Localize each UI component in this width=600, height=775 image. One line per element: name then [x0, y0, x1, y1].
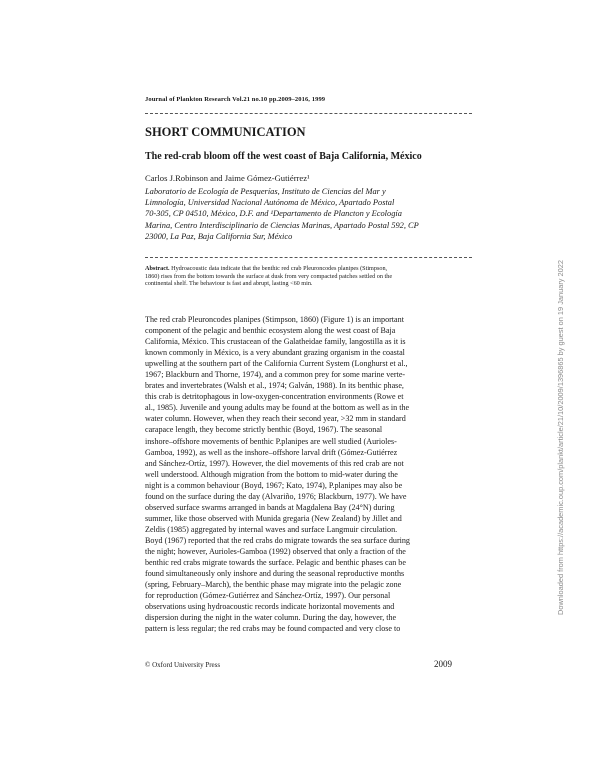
body-line: dispersion during the night in the water column. During the day, however, the — [145, 613, 397, 623]
body-line: al., 1985). Juvenile and young adults may be found at the bottom as well as in the — [145, 403, 410, 413]
body-line: night is a common behaviour (Boyd, 1967; Kato, 1974), P.planipes may also be — [145, 480, 403, 490]
body-line: summer, like those observed with Munida gregaria (New Zealand) by Jillet and — [145, 513, 402, 523]
body-line: The red crab Pleuroncodes planipes (Stimpson, 1860) (Figure 1) is an important — [145, 315, 404, 324]
author-list: Carlos J.Robinson and Jaime Gómez-Gutiérrez¹ — [145, 173, 310, 183]
download-watermark: Downloaded from https://academic.oup.com/plankt/article/21/10/2009/1396865 by guest on 19 January 2022 — [556, 260, 565, 615]
section-heading: SHORT COMMUNICATION — [145, 125, 306, 139]
body-line: the night; however, Aurioles-Gamboa (1992) observed that only a fraction of the — [145, 546, 406, 556]
journal-citation: Journal of Plankton Research Vol.21 no.10 pp.2009–2016, 1999 — [145, 96, 326, 103]
body-line: Gamboa, 1992), as well as the inshore–offshore larval drift (Gómez-Gutiérrez — [145, 447, 398, 457]
affiliation-line: Limnología, Universidad Nacional Autónoma de México, Apartado Postal — [145, 198, 395, 208]
abstract-label: Abstract. — [145, 265, 170, 272]
body-line: found on the surface during the day (Alvariño, 1976; Blackburn, 1977). We have — [145, 491, 407, 501]
body-line: benthic red crabs migrate towards the surface. Pelagic and benthic phases can be — [145, 558, 406, 568]
affiliation-line: 23000, La Paz, Baja California Sur, México — [145, 231, 293, 241]
body-line: 1967; Blackburn and Thorne, 1974), and a common prey for some marine verte- — [145, 370, 406, 380]
abstract-line: continental shelf. The behaviour is fast and abrupt, lasting <60 min. — [145, 280, 313, 288]
publisher-notice: © Oxford University Press — [145, 661, 221, 669]
abstract-line-text: Hydroacoustic data indicate that the benthic red crab Pleuroncodes planipes (Stimpson, — [171, 265, 388, 272]
body-text — [145, 314, 472, 634]
body-line: pattern is less regular; the red crabs may be found compacted and very close to — [145, 624, 401, 634]
body-line: observations using hydroacoustic records indicate horizontal movements and — [145, 602, 395, 612]
body-line: for reproduction (Gómez-Gutiérrez and Sánchez-Ortíz, 1997). Our personal — [145, 591, 391, 601]
body-line: well understood. Although migration from the bottom to mid-water during the — [145, 469, 398, 479]
body-line: water column. However, when they reach their second year, >32 mm in standard — [145, 414, 406, 424]
affiliation-line: 70-305, CP 04510, México, D.F. and ¹Departamento de Plancton y Ecología — [145, 209, 402, 219]
affiliations — [145, 186, 475, 242]
abstract — [145, 265, 472, 288]
body-line: and Sánchez-Ortíz, 1997). However, the diel movements of this red crab are not — [145, 458, 404, 468]
abstract-line: 1860) rises from the bottom towards the surface at dusk from very compacted patches settled on the — [145, 272, 393, 280]
abstract-rule — [145, 257, 472, 258]
body-line: known commonly in México, is a very abundant grazing organism in the coastal — [145, 348, 405, 358]
body-line: observed surface swarms arranged in bands at Magdalena Bay (24°N) during — [145, 502, 395, 512]
body-line: Boyd (1967) reported that the red crabs do migrate towards the sea surface during — [145, 535, 410, 545]
body-line: brates and invertebrates (Walsh et al., 1974; Galván, 1988). In its benthic phase, — [145, 381, 404, 391]
body-line: California, México. This crustacean of the Galatheidae family, langostilla as it is — [145, 337, 406, 347]
body-line: Zeldis (1985) aggregated by internal waves and surface Langmuir circulation. — [145, 524, 398, 534]
article-title: The red-crab bloom off the west coast of Baja California, México — [145, 151, 422, 162]
body-line: found simultaneously only inshore and during the seasonal reproductive months — [145, 569, 405, 579]
body-line: this crab is detritophagous in low-oxygen-concentration environments (Rowe et — [145, 392, 404, 402]
body-line: upwelling at the southern part of the California Current System (Longhurst et al., — [145, 359, 408, 369]
body-line: component of the pelagic and benthic ecosystem along the west coast of Baja — [145, 326, 396, 336]
affiliation-line: Marina, Centro Interdisciplinario de Ciencias Marinas, Apartado Postal 592, CP — [145, 220, 419, 230]
body-line: (spring, February–March), the benthic phase may migrate into the pelagic zone — [145, 580, 402, 590]
body-line: carapace length, they become strictly benthic (Boyd, 1967). The seasonal — [145, 425, 383, 435]
affiliation-line: Laboratorio de Ecología de Pesquerías, Instituto de Ciencias del Mar y — [145, 187, 386, 196]
body-line: inshore–offshore movements of benthic P.planipes are well studied (Aurioles- — [145, 436, 397, 446]
page-number: 2009 — [434, 659, 452, 669]
abstract-line — [145, 265, 472, 273]
header-rule — [145, 113, 472, 114]
